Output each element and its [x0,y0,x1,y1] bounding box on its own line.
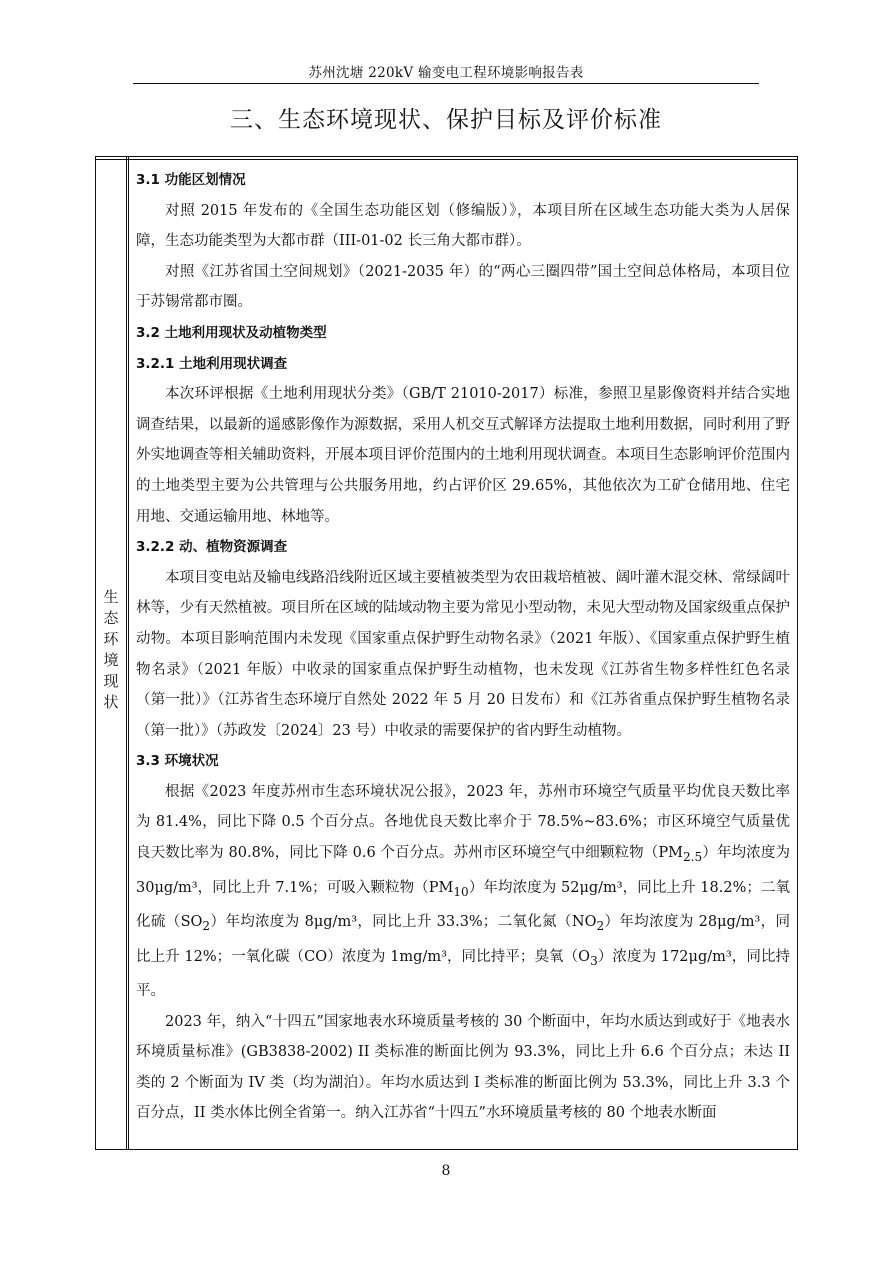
page-number: 8 [441,1163,451,1179]
heading-3-3: 3.3 环境状况 [136,753,219,770]
text-run: ）年均浓度为 28μg/m³，同比上升 12%；一氧化碳（CO）浓度为 1mg/m³，同比持平；臭氧（O [136,914,790,965]
section-title: 三、生态环境现状、保护目标及评价标准 [230,107,662,133]
heading-3-2: 3.2 土地利用现状及动植物类型 [136,324,327,341]
paragraph-ecological-function: 对照 2015 年发布的《全国生态功能区划（修编版）》，本项目所在区域生态功能大类为人居保障，生态功能类型为大都市群（III-01-02 长三角大都市群）。 [136,202,790,250]
subscript: 10 [453,884,469,899]
text-run: ）浓度为 172μg/m³，同比持平。 [136,948,790,999]
subscript: 2 [202,918,211,933]
heading-3-2-1: 3.2.1 土地利用现状调查 [136,355,288,372]
paragraph-water-quality: 2023 年，纳入“十四五”国家地表水环境质量考核的 30 个断面中，年均水质达到或好于《地表水环境质量标准》(GB3838-2002) II 类标准的断面比例为 93.3%，同比上升 6.6 个百分点；未达 II 类的 2 个断面为 IV 类（均为湖泊）。年均水质达到 I 类标准的断面比例为 53.3%，同比上升 3.3 个百分点，II 类水体比例全省第一。纳入江苏省“十四五”水环境质量考核的 80 个地表水断面 [136,1013,790,1122]
side-label-char: 态 [103,609,119,627]
subscript: 3 [590,953,598,968]
table-top-double-line [96,157,798,160]
side-label-ecological-status [99,587,123,713]
text-run: ）年均浓度为 52μg/m³，同比上升 18.2%；二氧化硫（SO [136,879,791,931]
paragraph-spatial-planning: 对照《江苏省国土空间规划》（2021-2035 年）的“两心三圈四带”国土空间总体格局，本项目位于苏锡常都市圈。 [136,263,790,311]
paragraph-land-use: 本次环评根据《土地利用现状分类》（GB/T 21010-2017）标准，参照卫星影像资料并结合实地调查结果，以最新的遥感影像作为源数据，采用人机交互式解译方法提取土地利用数据，同时利用了野外实地调查等相关辅助资料，开展本项目评价范围内的土地利用现状调查。本项目生态影响评价范围内的土地类型主要为公共管理与公共服务用地，约占评价区 29.65%，其他依次为工矿仓储用地、住宅用地、交通运输用地、林地等。 [136,386,790,525]
paragraph-air-quality [136,777,790,1007]
column-divider [126,157,129,1149]
side-label-char: 状 [103,693,119,711]
content-body [136,165,790,1129]
heading-3-2-2: 3.2.2 动、植物资源调查 [136,539,288,556]
text-run: ）年均浓度为 8μg/m³，同比上升 33.3%；二氧化氮（NO [210,914,597,931]
side-label-char: 现 [103,672,119,690]
header-rule [133,83,759,84]
content-table [95,156,798,1150]
text-run: 根据《2023 年度苏州市生态环境状况公报》，2023 年，苏州市环境空气质量平均优良天数比率为 81.4%，同比下降 0.5 个百分点。各地优良天数比率介于 78.5%~83.6%；市区环境空气质量优良天数比率为 80.8%，同比下降 0.6 个百分点。苏州市区环境空气中细颗粒物（PM [136,783,790,862]
subscript: 2 [596,918,605,933]
subscript: 2.5 [683,849,703,864]
paragraph-flora-fauna: 本项目变电站及输电线路沿线附近区域主要植被类型为农田栽培植被、阔叶灌木混交林、常绿阔叶林等，少有天然植被。项目所在区域的陆域动物主要为常见小型动物，未见大型动物及国家级重点保护动物。本项目影响范围内未发现《国家重点保护野生动物名录》（2021 年版）、《国家重点保护野生植物名录》（2021 年版）中收录的国家重点保护野生动植物，也未发现《江苏省生物多样性红色名录（第一批）》（江苏省生态环境厅自然处 2022 年 5 月 20 日发布）和《江苏省重点保护野生植物名录（第一批）》（苏政发〔2024〕23 号）中收录的需要保护的省内野生动植物。 [136,569,790,739]
side-label-char: 生 [103,588,119,606]
side-label-char: 境 [103,651,119,669]
text-run: ）年均浓度为 30μg/m³，同比上升 7.1%；可吸入颗粒物（PM [136,845,791,896]
report-header-title: 苏州沈塘 220kV 输变电工程环境影响报告表 [308,65,584,81]
heading-3-1: 3.1 功能区划情况 [136,172,246,188]
side-label-char: 环 [103,630,119,648]
